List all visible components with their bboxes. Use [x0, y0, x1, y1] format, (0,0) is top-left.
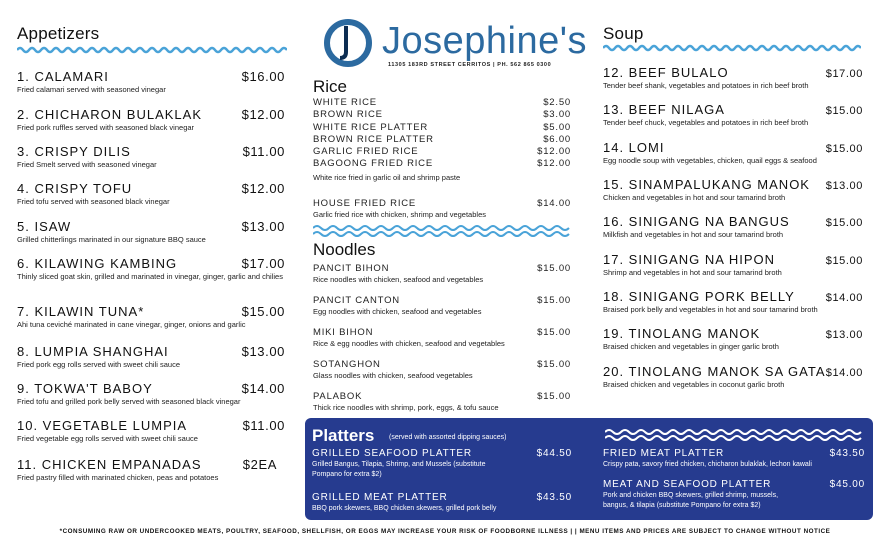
menu-item [17, 256, 285, 282]
noodles-title: Noodles [313, 240, 376, 259]
item-description: Thinly sliced goat skin, grilled and marinated in vinegar, ginger, garlic and chilies [17, 272, 283, 281]
rice-row [313, 158, 571, 170]
platter-item [312, 492, 572, 514]
item-price: $14.00 [825, 292, 863, 304]
row-price: $15.00 [537, 327, 571, 338]
menu-item [603, 177, 863, 203]
item-name: 13. BEEF NILAGA [603, 102, 725, 117]
row-price: $2.50 [543, 97, 571, 108]
row-price: $15.00 [537, 359, 571, 370]
row-price: $12.00 [537, 158, 571, 170]
item-name: 9. TOKWA'T BABOY [17, 381, 153, 396]
item-description: Fried pork egg rolls served with sweet chili sauce [17, 360, 180, 369]
item-price: $11.00 [242, 418, 285, 433]
item-description: Fried calamari served with seasoned vinegar [17, 85, 166, 94]
menu-item [17, 344, 285, 370]
item-description: Fried Smelt served with seasoned vinegar [17, 160, 157, 169]
item-name: 8. LUMPIA SHANGHAI [17, 344, 169, 359]
row-price: $6.00 [543, 133, 571, 145]
rice-row [313, 134, 571, 146]
row-name: BROWN RICE PLATTER [313, 133, 434, 145]
item-description: Tender beef shank, vegetables and potatoes in rich beef broth [603, 81, 809, 90]
row-name: PANCIT CANTON [313, 295, 400, 306]
item-price: $15.00 [825, 143, 863, 155]
item-name: 7. KILAWIN TUNA* [17, 304, 145, 319]
row-price: $14.00 [537, 198, 571, 209]
rice-row [313, 146, 571, 158]
item-price: $15.00 [241, 304, 285, 319]
row-name: BAGOONG FRIED RICE [313, 158, 433, 170]
item-name: 16. SINIGANG NA BANGUS [603, 214, 790, 229]
noodle-description: Egg noodles with chicken, seafood and vegetables [313, 307, 482, 317]
house-fried-rice [313, 198, 571, 220]
item-price: $13.00 [825, 180, 863, 192]
item-price: $14.00 [825, 367, 863, 379]
item-name: 14. LOMI [603, 140, 665, 155]
item-price: $12.00 [241, 107, 285, 122]
row-price: $15.00 [537, 295, 571, 306]
soup-title: Soup [603, 24, 644, 43]
item-name: 12. BEEF BULALO [603, 65, 729, 80]
rice-title: Rice [313, 77, 348, 96]
wave-divider-icon [605, 428, 865, 442]
menu-item [603, 65, 863, 91]
item-price: $14.00 [241, 381, 285, 396]
item-name: 3. CRISPY DILIS [17, 144, 131, 159]
wave-divider-icon [603, 44, 861, 52]
noodle-item [313, 263, 571, 285]
row-name: GARLIC FRIED RICE [313, 146, 419, 158]
item-description: Braised chicken and vegetables in coconut garlic broth [603, 380, 785, 389]
item-price: $15.00 [825, 255, 863, 267]
address-line: 11305 183RD STREET CERRITOS | PH. 562 865 0300 [388, 62, 552, 68]
brand-name: Josephine's [382, 20, 587, 62]
menu-item [603, 252, 863, 278]
menu-item [603, 214, 863, 240]
platter-name: FRIED MEAT PLATTER [603, 448, 725, 459]
item-price: $15.00 [825, 217, 863, 229]
menu-item [17, 457, 277, 483]
item-name: 18. SINIGANG PORK BELLY [603, 289, 795, 304]
platter-description: Grilled Bangus, Tilapia, Shrimp, and Mussels (substitute Pompano for extra $2) [312, 461, 486, 478]
menu-item [603, 289, 863, 315]
rice-row [313, 97, 571, 109]
noodle-description: Rice & egg noodles with chicken, seafood and vegetables [313, 339, 505, 349]
item-name: 2. CHICHARON BULAKLAK [17, 107, 202, 122]
noodle-item [313, 327, 571, 349]
platter-description: BBQ pork skewers, BBQ chicken skewers, grilled pork belly [312, 505, 497, 512]
rice-description: White rice fried in garlic oil and shrimp paste [313, 172, 461, 182]
menu-item [17, 107, 285, 133]
item-description: Tender beef chuck, vegetables and potatoes in rich beef broth [603, 118, 809, 127]
item-description: Fried vegetable egg rolls served with sweet chili sauce [17, 434, 198, 443]
item-price: $11.00 [242, 144, 285, 159]
row-price: $15.00 [537, 263, 571, 274]
item-price: $2EA [242, 457, 277, 472]
item-description: Egg noodle soup with vegetables, chicken, quail eggs & seafood [603, 156, 817, 165]
row-name: WHITE RICE [313, 97, 377, 108]
platters-note: (served with assorted dipping sauces) [389, 434, 507, 441]
item-price: $12.00 [241, 181, 285, 196]
appetizers-title: Appetizers [17, 24, 100, 43]
menu-item [17, 304, 285, 330]
row-name: PALABOK [313, 391, 363, 402]
menu-item [603, 140, 863, 166]
noodle-description: Rice noodles with chicken, seafood and vegetables [313, 275, 484, 285]
item-name: 17. SINIGANG NA HIPON [603, 252, 775, 267]
item-description: Fried tofu served with seasoned black vinegar [17, 197, 170, 206]
wave-divider-icon [313, 224, 571, 238]
noodle-item [313, 391, 571, 413]
item-price: $13.00 [241, 344, 285, 359]
menu-item [17, 144, 285, 170]
menu-item [603, 364, 863, 390]
item-name: 5. ISAW [17, 219, 72, 234]
row-name: SOTANGHON [313, 359, 381, 370]
house-description: Garlic fried rice with chicken, shrimp and vegetables [313, 210, 486, 220]
platter-description: Crispy pata, savory fried chicken, chicharon bulaklak, lechon kawali [603, 461, 812, 468]
item-name: 10. VEGETABLE LUMPIA [17, 418, 188, 433]
row-name: PANCIT BIHON [313, 263, 390, 274]
item-description: Braised pork belly and vegetables in hot and sour tamarind broth [603, 305, 818, 314]
item-description: Chicken and vegetables in hot and sour tamarind broth [603, 193, 786, 202]
platters-panel [305, 418, 873, 520]
item-name: 4. CRISPY TOFU [17, 181, 133, 196]
noodle-description: Thick rice noodles with shrimp, pork, eggs, & tofu sauce [313, 403, 499, 413]
platter-price: $44.50 [536, 448, 572, 459]
item-description: Fried pork ruffles served with seasoned black vinegar [17, 123, 195, 132]
platter-price: $45.00 [829, 479, 865, 490]
row-price: $5.00 [543, 121, 571, 133]
platter-name: GRILLED MEAT PLATTER [312, 492, 448, 503]
platter-item [603, 479, 865, 510]
item-price: $17.00 [825, 68, 863, 80]
row-name: MIKI BIHON [313, 327, 374, 338]
row-name: BROWN RICE [313, 109, 383, 121]
item-description: Fried tofu and grilled pork belly served with seasoned black vinegar [17, 397, 241, 406]
item-name: 19. TINOLANG MANOK [603, 326, 761, 341]
noodle-item [313, 359, 571, 381]
item-name: 6. KILAWING KAMBING [17, 256, 178, 271]
item-price: $13.00 [241, 219, 285, 234]
item-description: Shrimp and vegetables in hot and sour tamarind broth [603, 268, 782, 277]
item-price: $16.00 [241, 69, 285, 84]
platter-item [603, 448, 865, 470]
platters-title: Platters [312, 426, 375, 445]
noodle-item [313, 295, 571, 317]
menu-item [17, 381, 285, 407]
item-description: Ahi tuna ceviché marinated in cane vinegar, ginger, onions and garlic [17, 320, 246, 329]
item-name: 20. TINOLANG MANOK SA GATA [603, 364, 826, 379]
row-price: $12.00 [537, 146, 571, 158]
platter-price: $43.50 [536, 492, 572, 503]
row-name: WHITE RICE PLATTER [313, 121, 429, 133]
wave-divider-icon [17, 46, 287, 54]
item-description: Fried pastry filled with marinated chicken, peas and potatoes [17, 473, 219, 482]
item-price: $17.00 [241, 256, 285, 271]
footer-disclaimer: *CONSUMING RAW OR UNDERCOOKED MEATS, POULTRY, SEAFOOD, SHELLFISH, OR EGGS MAY INCREASE YOUR RISK OF FOODBORNE ILLNESS | | MENU ITEMS AND PRICES ARE SUBJECT TO CHANGE WITHOUT NOTICE [59, 528, 831, 535]
item-description: Milkfish and vegetables in hot and sour tamarind broth [603, 230, 784, 239]
noodle-description: Glass noodles with chicken, seafood vegetables [313, 371, 473, 381]
row-price: $3.00 [543, 109, 571, 121]
restaurant-logo [322, 18, 587, 68]
menu-item [17, 181, 285, 207]
rice-row [313, 109, 571, 121]
platter-name: GRILLED SEAFOOD PLATTER [312, 448, 472, 459]
item-description: Grilled chitterlings marinated in our signature BBQ sauce [17, 235, 206, 244]
item-name: 11. CHICKEN EMPANADAS [17, 457, 202, 472]
item-name: 15. SINAMPALUKANG MANOK [603, 177, 810, 192]
item-price: $15.00 [825, 105, 863, 117]
menu-item [17, 69, 285, 95]
platter-name: MEAT AND SEAFOOD PLATTER [603, 479, 772, 490]
platter-price: $43.50 [829, 448, 865, 459]
menu-item [17, 219, 285, 245]
menu-item [603, 102, 863, 128]
platter-item [312, 448, 572, 479]
j-circle-logo-icon [322, 18, 374, 70]
platter-description: Pork and chicken BBQ skewers, grilled shrimp, mussels, bangus, & tilapia (substitute Pompano for extra $2) [603, 492, 779, 509]
row-price: $15.00 [537, 391, 571, 402]
item-name: 1. CALAMARI [17, 69, 109, 84]
item-description: Braised chicken and vegetables in ginger garlic broth [603, 342, 779, 351]
row-name: HOUSE FRIED RICE [313, 198, 417, 209]
rice-row [313, 122, 571, 134]
menu-item [17, 418, 285, 444]
item-price: $13.00 [825, 329, 863, 341]
menu-item [603, 326, 863, 352]
rice-list [313, 97, 571, 183]
